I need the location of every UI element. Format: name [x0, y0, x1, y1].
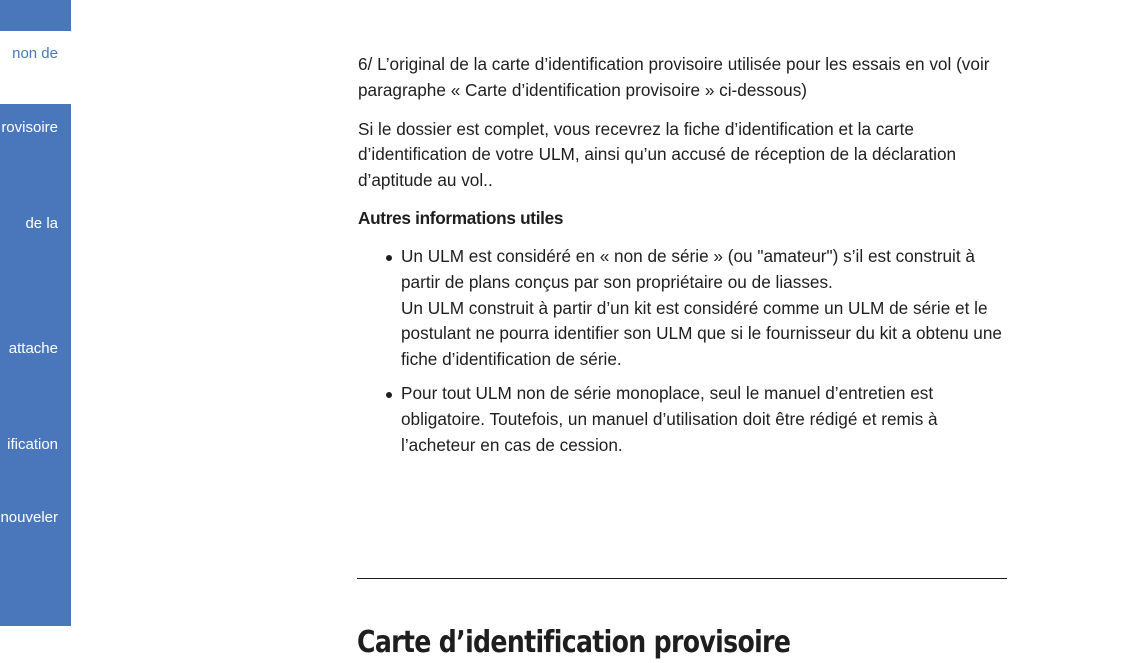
- sidebar-active-highlight: [0, 31, 71, 104]
- sidebar-nav: [0, 0, 71, 626]
- sidebar-item-de-la[interactable]: de la: [25, 215, 58, 232]
- list-item-text: Un ULM est considéré en « non de série » (ou "amateur") s’il est construit à partir de plans conçus par son propriétaire ou de liasses.: [401, 245, 975, 292]
- sidebar-item-non-de-serie[interactable]: non de: [12, 45, 58, 62]
- heading-autres-informations: Autres informations utiles: [358, 207, 564, 228]
- main-content: [358, 52, 1008, 466]
- list-item-text: Pour tout ULM non de série monoplace, seul le manuel d’entretien est obligatoire. Toutefois, un manuel d’utilisation doit être rédigé et remis à l’acheteur en cas de cession.: [401, 382, 938, 455]
- section-divider: [357, 578, 1007, 579]
- sidebar-item-provisoire[interactable]: rovisoire: [1, 119, 58, 136]
- bullet-icon: [386, 255, 392, 261]
- list-item: [401, 244, 1008, 373]
- info-list: [358, 244, 1008, 458]
- sidebar-item-identification[interactable]: ification: [7, 436, 58, 453]
- bullet-icon: [386, 392, 392, 398]
- list-item-text: Un ULM construit à partir d’un kit est considéré comme un ULM de série et le postulant ne pourra identifier son ULM que si le fournisseur du kit a obtenu une fiche d’identification de série.: [401, 297, 1002, 370]
- sidebar-item-rattache[interactable]: attache: [8, 340, 58, 357]
- paragraph-original-carte: 6/ L’original de la carte d’identification provisoire utilisée pour les essais en vol (voir paragraphe « Carte d’identification provisoire » ci-dessous): [358, 54, 990, 100]
- paragraph-dossier-complet: Si le dossier est complet, vous recevrez la fiche d’identification et la carte d’identification de votre ULM, ainsi qu’un accusé de réception de la déclaration d’aptitude au vol..: [358, 118, 957, 191]
- section-title: Carte d’identification provisoire: [357, 624, 791, 660]
- sidebar-item-renouveler[interactable]: nouveler: [0, 509, 58, 526]
- list-item: [401, 381, 1008, 458]
